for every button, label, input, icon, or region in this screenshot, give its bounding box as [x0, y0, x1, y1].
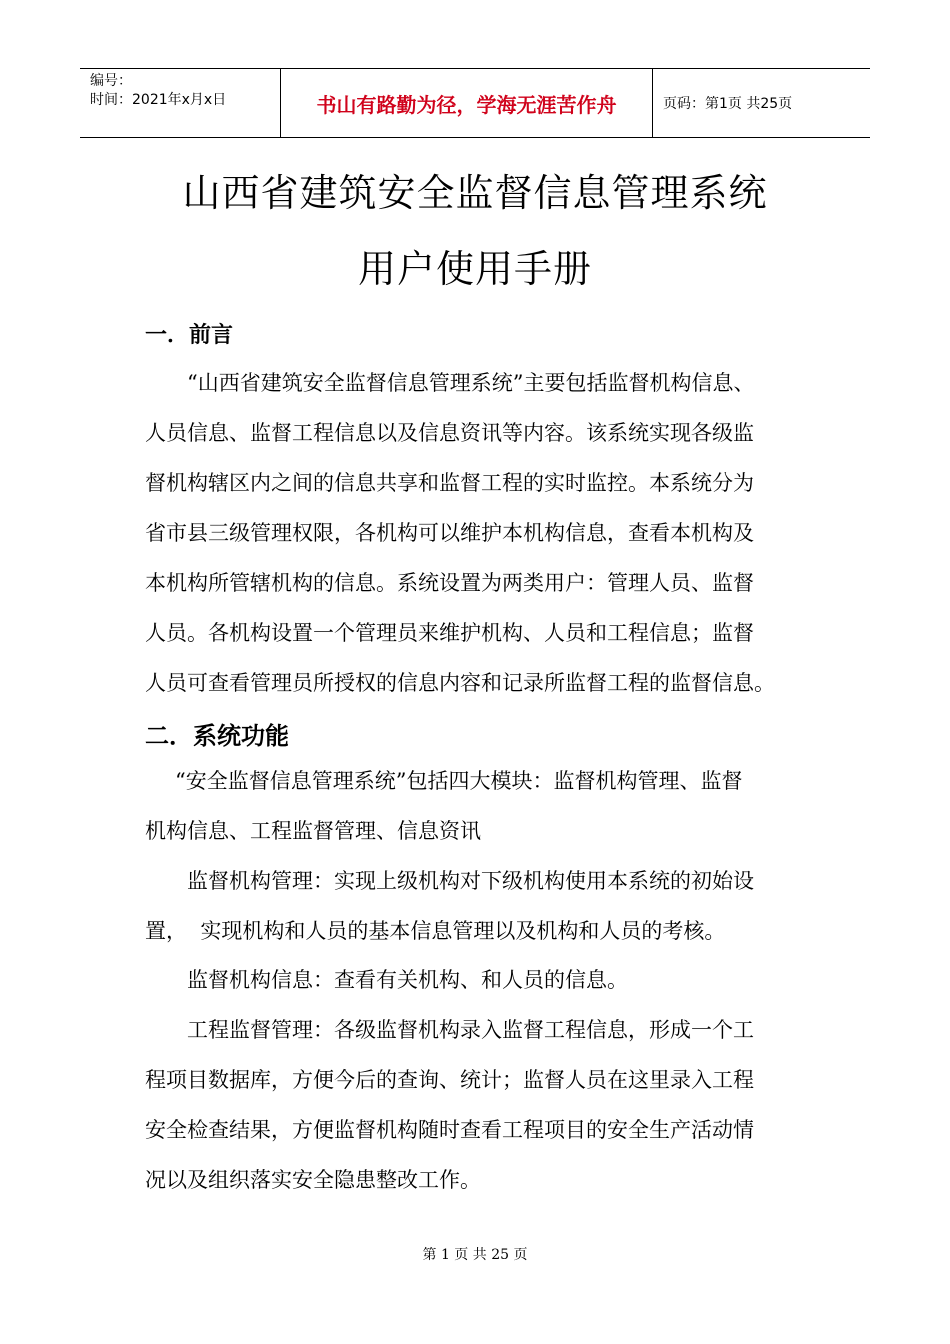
paragraph-line: 程项目数据库，方便今后的查询、统计；监督人员在这里录入工程: [145, 1068, 754, 1092]
document-title-line1: 山西省建筑安全监督信息管理系统: [182, 171, 768, 215]
document-time-label: 时间：2021年x月x日: [90, 92, 227, 108]
paragraph-line: 况以及组织落实安全隐患整改工作。: [145, 1168, 481, 1192]
section2-heading: 二．系统功能: [145, 722, 289, 750]
section1-heading: 一．前言: [145, 323, 234, 348]
paragraph-line: 人员。各机构设置一个管理员来维护机构、人员和工程信息；监督: [145, 621, 754, 645]
paragraph-line: “安全监督信息管理系统”包括四大模块：监督机构管理、监督: [175, 769, 743, 793]
module2-paragraph: [145, 955, 815, 1005]
section1-paragraph: [145, 358, 815, 708]
module3-paragraph: [145, 1005, 815, 1205]
header-table: [80, 68, 870, 138]
header-page-info: 页码：第1页 共25页: [663, 96, 793, 112]
page-footer: 第 1 页 共 25 页: [422, 1247, 528, 1263]
paragraph-line: 工程监督管理：各级监督机构录入监督工程信息，形成一个工: [187, 1018, 754, 1042]
paragraph-line: 人员信息、监督工程信息以及信息资讯等内容。该系统实现各级监: [145, 421, 754, 445]
module1-paragraph: [145, 856, 815, 956]
paragraph-line: 安全检查结果，方便监督机构随时查看工程项目的安全生产活动情: [145, 1118, 754, 1142]
header-meta-cell: [80, 69, 281, 137]
paragraph-line: 督机构辖区内之间的信息共享和监督工程的实时监控。本系统分为: [145, 471, 754, 495]
paragraph-line: 人员可查看管理员所授权的信息内容和记录所监督工程的监督信息。: [145, 671, 775, 695]
paragraph-line: 监督机构信息：查看有关机构、和人员的信息。: [187, 968, 628, 992]
paragraph-line: 省市县三级管理权限，各机构可以维护本机构信息，查看本机构及: [145, 521, 754, 545]
paragraph-line: 机构信息、工程监督管理、信息资讯: [145, 819, 481, 843]
paragraph-line: 本机构所管辖机构的信息。系统设置为两类用户：管理人员、监督: [145, 571, 754, 595]
paragraph-line: 监督机构管理：实现上级机构对下级机构使用本系统的初始设: [187, 869, 754, 893]
header-motto: 书山有路勤为径，学海无涯苦作舟: [281, 69, 653, 137]
document-number-label: 编号：: [90, 73, 132, 89]
section2-intro-paragraph: [145, 756, 815, 856]
paragraph-line: “山西省建筑安全监督信息管理系统”主要包括监督机构信息、: [187, 371, 755, 395]
paragraph-line: 置， 实现机构和人员的基本信息管理以及机构和人员的考核。: [145, 919, 726, 943]
document-title-line2: 用户使用手册: [357, 247, 592, 291]
